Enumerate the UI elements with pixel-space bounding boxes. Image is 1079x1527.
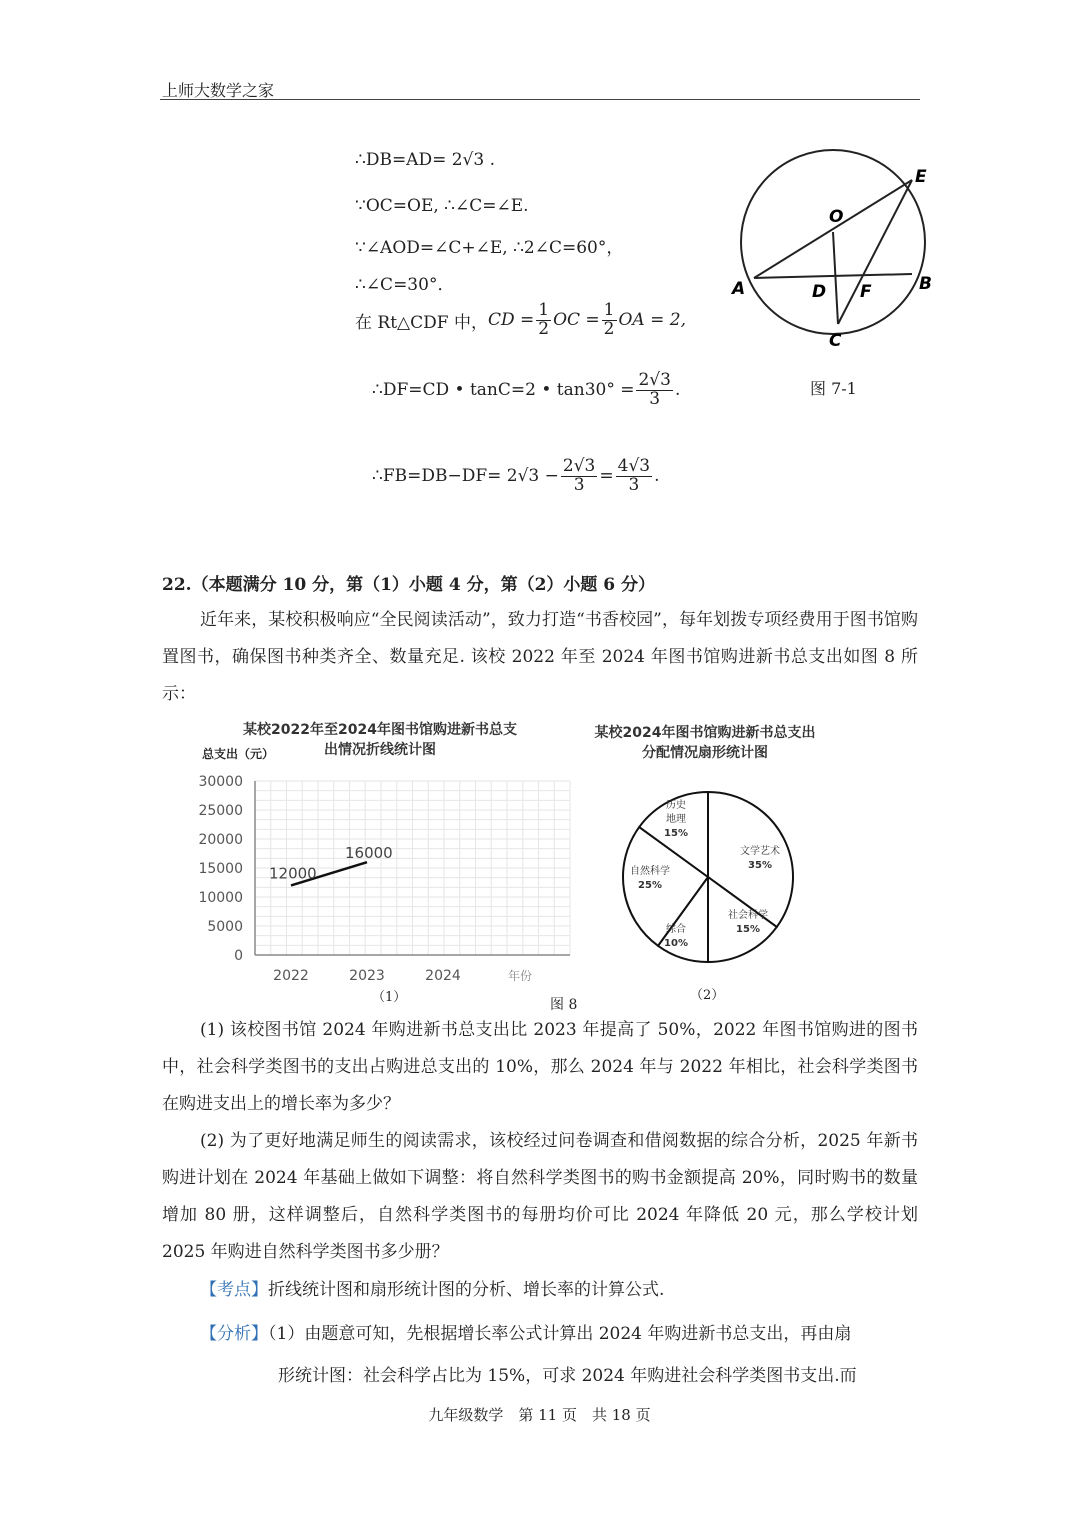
frac-den: 3	[649, 388, 661, 409]
data-label-2023: 16000	[345, 844, 393, 863]
x-axis-title: 年份	[507, 969, 533, 983]
figure-7-1-caption: 图 7-1	[810, 379, 857, 398]
equals: =	[599, 466, 614, 487]
period: .	[674, 380, 681, 401]
pie-label-name: 自然科学	[630, 866, 670, 877]
half-num: 1	[603, 300, 615, 320]
proof-line-1: ∴DB=AD= 2√3 .	[355, 150, 496, 170]
fraction-half-2	[602, 302, 617, 339]
kaodian-line	[200, 1272, 918, 1309]
pie-label-percent: 10%	[664, 938, 688, 949]
period: .	[654, 466, 660, 487]
y-tick-label: 0	[234, 948, 243, 964]
pie-label-name: 文学艺术	[740, 846, 780, 857]
fenxi-tag: 【分析】	[200, 1324, 268, 1344]
pie-label-name-l2: 地理	[666, 814, 686, 825]
half-num: 1	[538, 300, 550, 320]
question-22-heading: 22.（本题满分 10 分，第（1）小题 4 分，第（2）小题 6 分）	[162, 575, 656, 595]
fenxi-text-1: （1）由题意可知，先根据增长率公式计算出 2024 年购进新书总支出，再由扇	[268, 1324, 852, 1344]
kaodian-text: 折线统计图和扇形统计图的分析、增长率的计算公式.	[268, 1280, 665, 1300]
fraction-2r3-over-3	[561, 458, 597, 495]
page-header: 上师大数学之家	[162, 81, 275, 100]
header-rule	[160, 99, 920, 100]
y-tick-label: 10000	[198, 890, 243, 906]
proof-line-3: ∵∠AOD=∠C+∠E, ∴2∠C=60°，	[355, 238, 624, 258]
fraction-2r3-over-3	[636, 372, 672, 409]
oa-eq: OA = 2,	[618, 310, 686, 331]
proof-line-7	[372, 458, 660, 495]
chord-ce	[838, 180, 912, 324]
segment-oc	[833, 232, 838, 324]
x-tick-label: 2023	[349, 968, 385, 984]
frac-den: 3	[573, 474, 585, 495]
figure-8-caption: 图 8	[550, 997, 578, 1013]
y-tick-label: 5000	[207, 919, 243, 935]
fenxi-line-1	[200, 1316, 918, 1353]
x-tick-label: 2024	[425, 968, 461, 984]
line-chart-ylabel: 总支出（元）	[202, 747, 275, 761]
line-chart	[195, 765, 585, 990]
proof-line-2: ∵OC=OE, ∴∠C=∠E.	[355, 196, 529, 216]
proof-line-6	[372, 372, 680, 409]
y-tick-label: 20000	[198, 832, 243, 848]
proof-line-7-prefix: ∴FB=DB−DF= 2√3 −	[372, 466, 559, 487]
line-chart-title-line2: 出情况折线统计图	[324, 742, 436, 758]
proof-line-4: ∴∠C=30°．	[355, 275, 455, 295]
chart2-sublabel: （2）	[690, 988, 725, 1003]
fraction-4r3-over-3	[616, 458, 652, 495]
line-chart-title-line1: 某校2022年至2024年图书馆购进新书总支	[243, 722, 517, 738]
fenxi-line-2: 形统计图：社会科学占比为 15%，可求 2024 年购进社会科学类图书支出.而	[278, 1366, 857, 1386]
y-tick-label: 30000	[198, 774, 243, 790]
y-tick-label: 25000	[198, 803, 243, 819]
kaodian-tag: 【考点】	[200, 1280, 268, 1300]
label-c: C	[829, 331, 842, 351]
frac-num: 2√3	[638, 370, 671, 390]
data-label-2022: 12000	[269, 864, 317, 883]
frac-num: 4√3	[617, 456, 651, 476]
pie-label-percent: 35%	[748, 860, 772, 871]
question-part-1: (1) 该校图书馆 2024 年购进新书总支出比 2023 年提高了 50%，2022 年图书馆购进的图书中，社会科学类图书的支出占购进总支出的 10%，那么 2024 年与 2022 年相比，社会科学类图书在购进支出上的增长率为多少？	[162, 1020, 918, 1114]
label-e: E	[915, 167, 927, 187]
chart1-sublabel: （1）	[372, 990, 407, 1005]
pie-label-percent: 15%	[664, 828, 688, 839]
proof-line-5	[355, 302, 686, 339]
x-tick-label: 2022	[273, 968, 309, 984]
label-d: D	[812, 282, 827, 302]
pie-chart-title	[570, 722, 840, 762]
label-b: B	[919, 274, 932, 294]
proof-line-5-prefix: 在 Rt△CDF 中，	[355, 312, 488, 333]
label-o: O	[829, 207, 844, 227]
fraction-half-1	[536, 302, 551, 339]
pie-label-name-l1: 历史	[666, 800, 686, 811]
pie-label-percent: 15%	[736, 924, 760, 935]
y-tick-label: 15000	[198, 861, 243, 877]
oc-eq: OC =	[553, 310, 600, 331]
pie-chart	[610, 790, 810, 965]
half-den: 2	[603, 318, 615, 339]
chord-ab	[754, 274, 912, 278]
figure-7-1-diagram	[720, 140, 950, 355]
pie-chart-title-line1: 某校2024年图书馆购进新书总支出	[594, 725, 816, 741]
frac-den: 3	[628, 474, 640, 495]
cd-eq: CD =	[487, 310, 535, 331]
label-f: F	[860, 282, 872, 302]
pie-label-name: 社会科学	[728, 910, 768, 921]
pie-label-percent: 25%	[638, 880, 662, 891]
chord-ae	[754, 180, 912, 278]
pie-label-name: 综合	[666, 924, 686, 935]
half-den: 2	[538, 318, 550, 339]
label-a: A	[732, 279, 746, 299]
pie-chart-title-line2: 分配情况扇形统计图	[642, 745, 768, 761]
question-part-2: (2) 为了更好地满足师生的阅读需求，该校经过问卷调查和借阅数据的综合分析，2025 年新书购进计划在 2024 年基础上做如下调整：将自然科学类图书的购书金额提高 20%，同时购书的数量增加 80 册，这样调整后，自然科学类图书的每册均价可比 2024 年降低 20 元，那么学校计划 2025 年购进自然科学类图书多少册？	[162, 1131, 918, 1262]
question-intro: 近年来，某校积极响应“全民阅读活动”，致力打造“书香校园”，每年划拨专项经费用于图书馆购置图书，确保图书种类齐全、数量充足. 该校 2022 年至 2024 年图书馆购进新书总支出如图 8 所示：	[162, 610, 918, 704]
page-footer: 九年级数学 第 11 页 共 18 页	[428, 1406, 651, 1424]
frac-num: 2√3	[562, 456, 596, 476]
proof-line-6-prefix: ∴DF=CD • tanC=2 • tan30° =	[372, 380, 635, 401]
